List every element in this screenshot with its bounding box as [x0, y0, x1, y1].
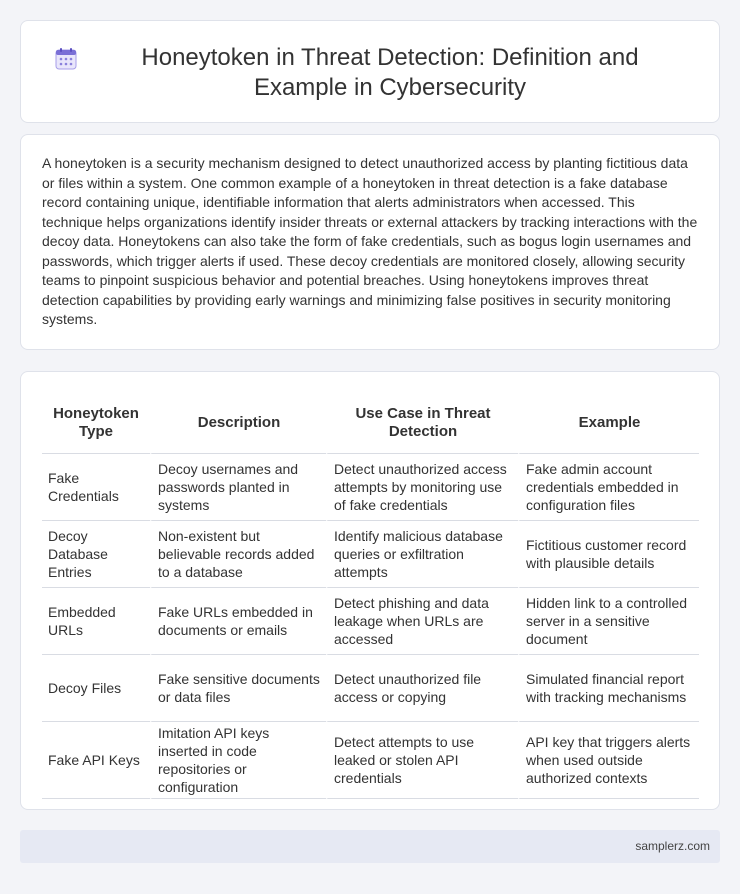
page-title: Honeytoken in Threat Detection: Definition and Example in Cybersecurity: [141, 44, 639, 101]
cell-use-case: Identify malicious database queries or exfiltration attempts: [326, 521, 518, 588]
header-example: Example: [518, 392, 699, 454]
intro-paragraph: A honeytoken is a security mechanism designed to detect unauthorized access by planting fictitious data or files within a system. One common example of a honeytoken in threat detection is a fake database record containing unique, identifiable information that alerts administrators when accessed. This technique helps organizations identify insider threats or external attackers by tracking interactions with the decoy data. Honeytokens can also take the form of fake credentials, such as bogus login usernames and passwords, which trigger alerts if used. These decoy credentials are monitored closely, allowing security teams to pinpoint suspicious behavior and potential breaches. Using honeytokens improves threat detection capabilities by providing early warnings and minimizing false positives in security monitoring systems.: [42, 155, 698, 327]
cell-example: Simulated financial report with tracking mechanisms: [518, 655, 699, 722]
cell-type: Fake Credentials: [42, 454, 150, 521]
honeytoken-table: [42, 392, 699, 799]
cell-type: Embedded URLs: [42, 588, 150, 655]
cell-type: Decoy Database Entries: [42, 521, 150, 588]
cell-type: Fake API Keys: [42, 722, 150, 799]
table-row: [42, 655, 699, 722]
cell-description: Fake sensitive documents or data files: [150, 655, 326, 722]
table-row: [42, 588, 699, 655]
cell-example: Hidden link to a controlled server in a sensitive document: [518, 588, 699, 655]
title-card: [20, 20, 720, 123]
cell-use-case: Detect attempts to use leaked or stolen API credentials: [326, 722, 518, 799]
header-description: Description: [150, 392, 326, 454]
cell-use-case: Detect phishing and data leakage when URLs are accessed: [326, 588, 518, 655]
header-type: Honeytoken Type: [42, 392, 150, 454]
table-header-row: [42, 392, 699, 454]
cell-description: Non-existent but believable records added to a database: [150, 521, 326, 588]
cell-description: Decoy usernames and passwords planted in systems: [150, 454, 326, 521]
cell-use-case: Detect unauthorized file access or copying: [326, 655, 518, 722]
header-use-case: Use Case in Threat Detection: [326, 392, 518, 454]
footer-site-link[interactable]: samplerz.com: [635, 839, 710, 853]
cell-description: Fake URLs embedded in documents or emails: [150, 588, 326, 655]
intro-card: [20, 134, 720, 350]
cell-use-case: Detect unauthorized access attempts by monitoring use of fake credentials: [326, 454, 518, 521]
table-row: [42, 454, 699, 521]
footer-bar: [20, 830, 720, 863]
table-card: [20, 371, 720, 810]
cell-example: API key that triggers alerts when used outside authorized contexts: [518, 722, 699, 799]
table-row: [42, 722, 699, 799]
cell-type: Decoy Files: [42, 655, 150, 722]
cell-example: Fictitious customer record with plausible details: [518, 521, 699, 588]
cell-example: Fake admin account credentials embedded in configuration files: [518, 454, 699, 521]
table-row: [42, 521, 699, 588]
cell-description: Imitation API keys inserted in code repositories or configuration: [150, 722, 326, 799]
